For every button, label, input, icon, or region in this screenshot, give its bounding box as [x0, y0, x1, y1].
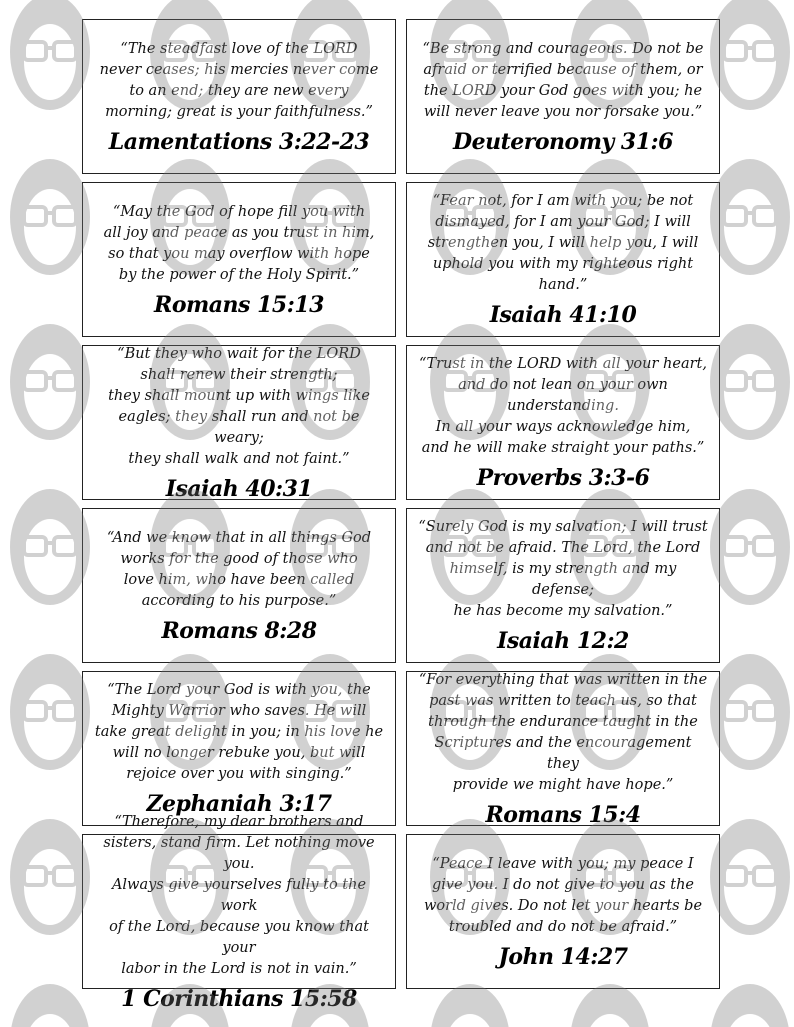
scripture-card — [82, 182, 396, 337]
scripture-card — [406, 508, 720, 663]
verse-text: “But they who wait for the LORD shall renew their strength; they shall mount up with wings like eagles; they shall run and not be weary; they shall walk and not faint.” — [108, 345, 370, 467]
verse-text: “And we know that in all things God works for the good of those who love him, who have been called according to his purpose.” — [106, 529, 372, 609]
scripture-card — [82, 813, 396, 1012]
verse-text: “May the God of hope fill you with all joy and peace as you trust in him, so that you may overflow with hope by the power of the Holy Spirit.” — [103, 203, 375, 283]
scripture-card — [82, 671, 396, 826]
scripture-card — [406, 182, 720, 337]
verse-reference: Isaiah 40:31 — [165, 475, 313, 502]
verse-reference: Deuteronomy 31:6 — [453, 128, 673, 155]
scripture-card — [406, 19, 720, 174]
card-grid — [82, 19, 722, 1012]
scripture-card — [82, 19, 396, 174]
scripture-card — [82, 508, 396, 663]
verse-reference: Isaiah 41:10 — [489, 302, 637, 328]
scripture-card — [406, 671, 720, 826]
verse-reference: Romans 15:4 — [485, 801, 641, 828]
verse-reference: Zephaniah 3:17 — [146, 791, 332, 817]
verse-reference: 1 Corinthians 15:58 — [121, 985, 357, 1012]
verse-reference: Proverbs 3:3-6 — [476, 465, 650, 491]
verse-reference: Romans 8:28 — [161, 617, 317, 644]
verse-text: “Trust in the LORD with all your heart, and do not lean on your own understanding. In all your ways acknowledge him, and he will make straight your paths.” — [419, 356, 707, 456]
verse-text: “Be strong and courageous. Do not be afraid or terrified because of them, or the LORD your God goes with you; he will never leave you nor forsake you.” — [422, 40, 704, 120]
scripture-card — [406, 834, 720, 989]
verse-reference: Isaiah 12:2 — [497, 628, 629, 654]
scripture-card — [82, 345, 396, 500]
verse-text: “The steadfast love of the LORD never ceases; his mercies never come to an end; they are new every morning; great is your faithfulness.” — [99, 40, 379, 120]
verse-text: “Surely God is my salvation; I will trust and not be afraid. The Lord, the Lord himself, is my strength and my defense; he has become my salvation.” — [418, 519, 708, 619]
verse-text: “The Lord your God is with you, the Mighty Warrior who saves. He will take great delight in you; in his love he will no longer rebuke you, but will rejoice over you with singing.” — [94, 682, 384, 782]
verse-reference: John 14:27 — [498, 943, 628, 970]
scripture-card — [406, 345, 720, 500]
verse-text: “Peace I leave with you; my peace I give you. I do not give to you as the world gives. Do not let your hearts be troubled and do not be afraid.” — [423, 855, 703, 935]
verse-reference: Lamentations 3:22-23 — [108, 128, 370, 155]
verse-text: “Fear not, for I am with you; be not dismayed, for I am your God; I will strengthen you, I will help you, I will uphold you with my righteous right hand.” — [427, 193, 699, 293]
verse-reference: Romans 15:13 — [154, 291, 324, 318]
verse-text: “For everything that was written in the past was written to teach us, so that through the endurance taught in the Scriptures and the encouragement they provide we might have hope.” — [418, 671, 708, 793]
verse-text: “Therefore, my dear brothers and sisters, stand firm. Let nothing move you. Always give yourselves fully to the work of the Lord, because you know that your labor in the Lord is not in vain.” — [103, 813, 375, 977]
